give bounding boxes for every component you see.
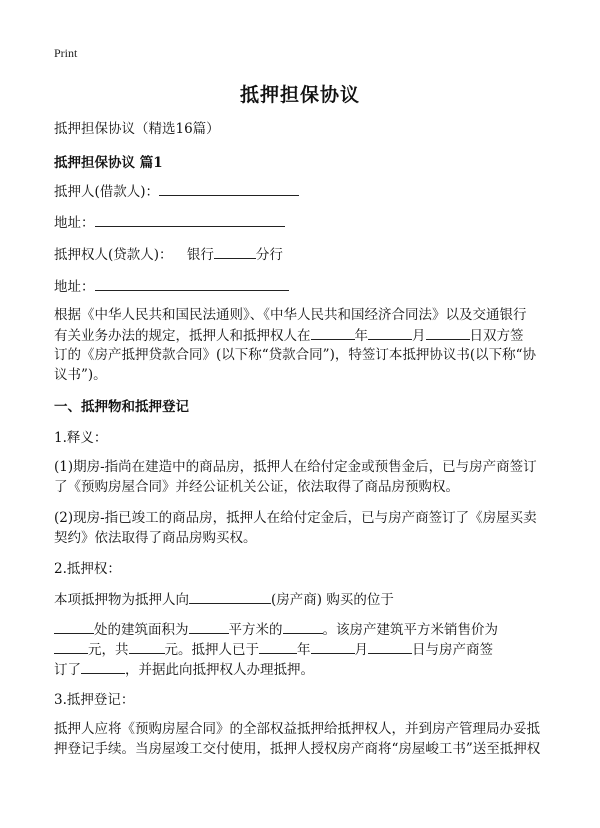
- collateral-text-2: (房产商) 购买的位于: [271, 592, 394, 608]
- mortgagor-address-blank: [95, 212, 285, 227]
- registration-line-1: 抵押人应将《预购房屋合同》的全部权益抵押给抵押权人，并到房产管理局办妥抵: [54, 721, 540, 737]
- branch-label: 分行: [255, 247, 283, 263]
- signed-month-blank: [311, 639, 355, 654]
- unit-price-blank: [54, 639, 88, 654]
- total-text: 元，共: [88, 642, 129, 658]
- address-label: 地址：: [54, 279, 95, 295]
- mortgagee-address-blank: [95, 276, 289, 291]
- signed-text: 元。抵押人已于: [164, 642, 259, 658]
- def1-line-1: (1)期房-指尚在建造中的商品房，抵押人在给付定金或预售金后，已与房产商签订: [54, 459, 537, 475]
- contract-blank: [81, 659, 125, 674]
- mortgagee-row: [54, 244, 283, 265]
- document-title: 抵押担保协议: [239, 84, 360, 106]
- area-unit: 平方米的: [228, 622, 283, 638]
- developer-blank: [189, 589, 271, 604]
- area-blank: [189, 619, 229, 634]
- type-blank: [283, 619, 323, 634]
- intro-line-2: [54, 325, 524, 346]
- area-line-2: [54, 639, 493, 660]
- document-subtitle: 抵押担保协议（精选16篇）: [54, 121, 220, 137]
- mortgagor-label: 抵押人(借款人)：: [54, 184, 160, 200]
- item-registration: 3.抵押登记：: [54, 692, 135, 708]
- signed-day-blank: [368, 639, 412, 654]
- contract-text: 订了: [54, 662, 81, 678]
- collateral-line: [54, 589, 394, 610]
- def2-line-2: 契约》依法取得了商品房购买权。: [54, 530, 257, 546]
- year-blank: [311, 325, 355, 340]
- signed-day-label: 日与房产商签: [412, 642, 493, 658]
- mortgagee-address-row: [54, 276, 289, 297]
- bank-blank: [214, 244, 256, 259]
- month-label: 月: [412, 328, 426, 344]
- print-label[interactable]: Print: [54, 46, 78, 60]
- mortgagor-address-row: [54, 212, 285, 233]
- def2-line-1: (2)现房-指已竣工的商品房，抵押人在给付定金后，已与房产商签订了《房屋买卖: [54, 510, 537, 526]
- item-mortgage-right: 2.抵押权：: [54, 561, 121, 577]
- signed-year-label: 年: [297, 642, 311, 658]
- month-blank: [368, 325, 412, 340]
- intro-line-4: 议书”)。: [54, 367, 107, 383]
- mortgagee-label: 抵押权人(贷款人)：: [54, 247, 173, 263]
- intro-text: 有关业务办法的规定，抵押人和抵押权人在: [54, 328, 311, 344]
- item-definitions: 1.释义：: [54, 430, 108, 446]
- day-blank: [426, 325, 470, 340]
- address-label: 地址：: [54, 215, 95, 231]
- heading-collateral: 一、抵押物和抵押登记: [54, 399, 189, 415]
- def1-line-2: 了《预购房屋合同》并经公证机关公证，依法取得了商品房预购权。: [54, 479, 459, 495]
- area-line-1: [54, 619, 498, 640]
- price-text: 。该房产建筑平方米销售价为: [322, 622, 498, 638]
- mortgagor-blank: [159, 181, 299, 196]
- bank-label: 银行: [186, 247, 214, 263]
- area-line-3: [54, 659, 314, 680]
- total-blank: [129, 639, 165, 654]
- year-label: 年: [354, 328, 368, 344]
- intro-line-1: 根据《中华人民共和国民法通则》、《中华人民共和国经济合同法》以及交通银行: [54, 307, 527, 323]
- section-title: 抵押担保协议 篇1: [54, 155, 163, 171]
- location-blank: [54, 619, 94, 634]
- area-text: 处的建筑面积为: [94, 622, 189, 638]
- signed-month-label: 月: [354, 642, 368, 658]
- contract-text-2: ，并据此向抵押权人办理抵押。: [125, 662, 314, 678]
- day-label: 日双方签: [469, 328, 524, 344]
- signed-year-blank: [259, 639, 297, 654]
- registration-line-2: 押登记手续。当房屋竣工交付使用，抵押人授权房产商将“房屋峻工书”送至抵押权: [54, 741, 541, 757]
- intro-line-3: 订的《房产抵押贷款合同》(以下称“贷款合同”)，特签订本抵押协议书(以下称“协: [54, 347, 537, 363]
- mortgagor-row: [54, 181, 299, 202]
- collateral-text: 本项抵押物为抵押人向: [54, 592, 189, 608]
